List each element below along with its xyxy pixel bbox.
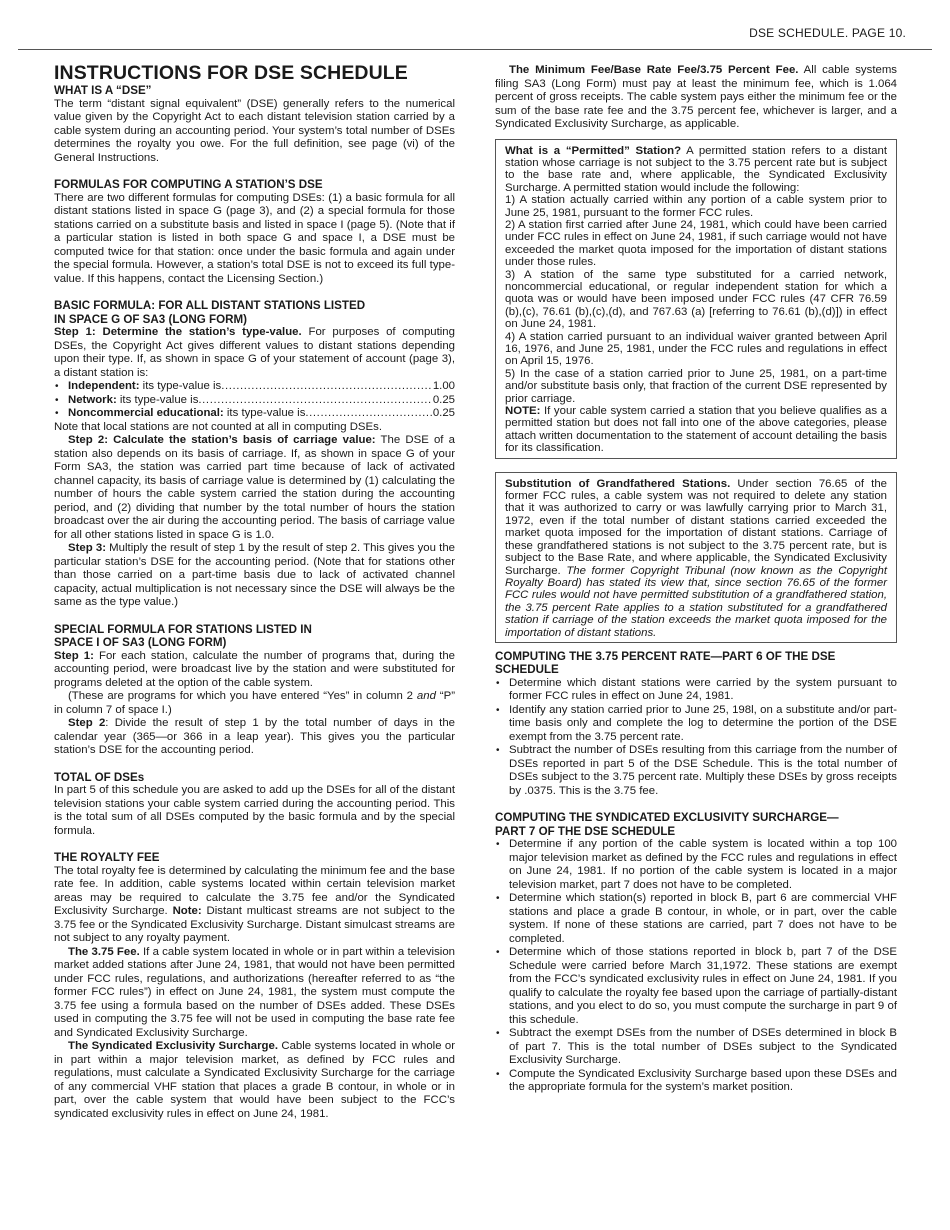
minimum-fee-label: The Minimum Fee/Base Rate Fee/3.75 Percent Fee. — [509, 64, 799, 76]
list-item: • Identify any station carried prior to June 25, 198l, on a substitute and/or part-time basis only and complete the log to determine the portion of the DSE exempt from the 3.75 percent rate. — [495, 704, 897, 745]
part7-heading-line2: PART 7 OF THE DSE SCHEDULE — [495, 824, 676, 838]
section-heading-formulas: FORMULAS FOR COMPUTING A STATION’S DSE — [54, 178, 323, 191]
synd-surcharge-paragraph — [54, 1040, 455, 1121]
list-item: • Subtract the number of DSEs resulting from this carriage from the number of DSEs reported in part 5 of the DSE Schedule. This is the total number of DSEs subject to the 3.75 percent rate. Multiply these DSEs by gross receipts by .0375. This is the 3.75 fee. — [495, 744, 897, 798]
special-step1-text: For each station, calculate the number of programs that, during the accounting period, were broadcast live by the station and were substituted for programs deleted at the option of the cable system. — [54, 649, 455, 689]
part6-heading-line1: COMPUTING THE 3.75 PERCENT RATE—PART 6 OF THE DSE — [495, 649, 836, 663]
minimum-fee-text: All cable systems filing SA3 (Long Form) must pay at least the minimum fee, which is 1.064 percent of gross receipts. The cable system pays either the minimum fee or the sum of the base rate fee and the 3.75 percent fee, whichever is larger, and a Syndicated Exclusivity Surcharge, as applicable. — [495, 64, 898, 130]
section-heading-part7 — [495, 811, 897, 838]
royalty-text-b: Distant multicast streams are not subject to the 3.75 fee or the Syndicated Exclusivity Surcharge. Distant simulcast streams are not subject to any royalty payment. — [54, 905, 455, 944]
fee-375-text: If a cable system located in whole or in part within a television market added stations after June 24, 1981, that would not have been permitted under FCC rules, regulations, and authorizations (hereafter referred to as “the former FCC rules”) in effect on June 24, 1981, the system must compute the 3.75 fee using a formula based on the number of DSEs added. These DSEs used in computing the 3.75 fee will not be used in computing the base rate fee and Syndicated Exclusivity Surcharge. — [54, 945, 455, 1039]
permitted-item: 3) A station of the same type substituted for a carried network, noncommercial educational, or regular independent station for which a quota was or would have been imposed under FCC rules (47 CFR 76.59 (b),(c), 76.61 (b),(c),(d), and 767.63 (a) [referring to 76.61 (b),(d)]) in effect on June 24, 1981. — [505, 268, 887, 331]
list-item: • Determine which of those stations reported in block b, part 7 of the DSE Schedule were carried before March 31,1972. These stations are exempt from the FCC’s syndicated exclusivity rules in effect on June 24, 1981. If you qualify to calculate the royalty fee based upon the carriage of partially-distant stations, and you elect to do so, you must compute the surcharge in part 9 of this schedule. — [495, 946, 897, 1027]
royalty-text — [54, 865, 455, 946]
permitted-note-label: NOTE: — [505, 405, 541, 418]
grandfathered-text — [505, 478, 887, 639]
basic-step2-label: Step 2: Calculate the station’s basis of carriage value: — [68, 434, 376, 446]
permitted-item: 1) A station actually carried within any portion of a cable system prior to June 25, 1981, pursuant to the former FCC rules. — [505, 194, 887, 219]
list-item: • Compute the Syndicated Exclusivity Surcharge based upon these DSEs and the appropriate formula for the system’s market position. — [495, 1068, 897, 1095]
section-heading-what-is-dse: WHAT IS A “DSE” — [54, 84, 152, 97]
type-value: 1.00 — [432, 380, 455, 392]
list-item: • Determine if any portion of the cable system is located within a top 100 major television market as defined by the FCC rules and regulations in effect on June 24, 1981. If no portion of the cable system is located in a major television market, part 7 does not have to be completed. — [495, 838, 897, 892]
permitted-item: 4) A station carried pursuant to an individual waiver granted between April 16, 1976, and June 25, 1981, under the FCC rules and regulations in effect on April 15, 1976. — [505, 330, 887, 368]
special-step2-label: Step 2 — [68, 717, 106, 729]
permitted-label: What is a “Permitted” Station? — [505, 144, 682, 157]
section-heading-special-formula — [54, 623, 455, 650]
basic-heading-line1: BASIC FORMULA: FOR ALL DISTANT STATIONS LISTED — [54, 299, 366, 312]
type-value: 0.25 — [432, 393, 455, 406]
basic-step1-label: Step 1: Determine the station’s type-value. — [54, 326, 302, 338]
synd-surcharge-text: Cable systems located in whole or in part within a major television market, as defined by FCC rules and regulations, must calculate a Syndicated Exclusivity Surcharge for the carriage of any commercial VHF station that places a grade B contour, in whole or in part, over the cable system that would have been subject to the FCC’s syndicated exclusivity rules in effect on June 24, 1981. — [54, 1040, 455, 1120]
special-step1 — [54, 650, 455, 691]
permitted-text: A permitted station refers to a distant station whose carriage is not subject to the 3.75 percent rate but is subject to the base rate and, where applicable, the Syndicated Exclusivity Surcharge. A permitted station would include the following: — [505, 144, 887, 194]
section-heading-royalty: THE ROYALTY FEE — [54, 851, 160, 864]
type-value-item — [54, 407, 455, 421]
type-desc: its type-value is — [223, 407, 306, 419]
special-step2-text: : Divide the result of step 1 by the total number of days in the calendar year (365—or 366 in a leap year). This gives you the particular station’s DSE for the accounting period. — [54, 717, 456, 756]
type-desc: its type-value is — [139, 380, 222, 392]
type-value-list — [54, 380, 455, 421]
permitted-item: 5) In the case of a station carried prior to June 25, 1981, on a part-time and/or substitute basis only, that fraction of the current DSE represented by prior carriage. — [505, 367, 887, 405]
part7-list — [495, 838, 897, 1095]
minimum-fee-paragraph — [495, 64, 897, 132]
what-is-dse-text: The term “distant signal equivalent” (DSE) generally refers to the numerical value given by the Copyright Act to each distant television station carried by a cable system during an accounting period. Your system’s total number of DSEs determines the royalty you owe. For the full definition, see page (vi) of the General Instructions. — [54, 97, 455, 164]
grandfathered-box — [495, 472, 897, 643]
type-label: Noncommercial educational: — [68, 407, 224, 419]
grandfathered-body: Under section 76.65 of the former FCC rules, a cable system was not required to delete any station that it was authorized to carry or was lawfully carrying prior to March 31, 1972, even if the total number of distant stations carried exceeded the market quota imposed for the importation of distant stations. Carriage of these grandfathered stations is not subject to the 3.75 percent rate, but is subject to the Base Rate, and where applicable, the Syndicated Exclusivity Surcharge. — [505, 477, 887, 577]
section-heading-part6 — [495, 650, 897, 677]
right-column — [495, 64, 897, 1095]
header-divider — [18, 49, 932, 50]
special-heading-line2: SPACE I OF SA3 (LONG FORM) — [54, 636, 227, 649]
part6-list — [495, 677, 897, 799]
basic-heading-line2: IN SPACE G OF SA3 (LONG FORM) — [54, 312, 248, 326]
permitted-note-text: If your cable system carried a station that you believe qualifies as a permitted station but does not fall into one of the above categories, please attach written documentation to the statement of account detailing the basis for its classification. — [505, 405, 887, 455]
paren-and: and — [416, 690, 436, 702]
basic-step2-text: The DSE of a station also depends on its basis of carriage. If, as shown in space G of your Form SA3, the station was carried part time because of lack of activated channel capacity, its basis of carriage value is determined by (1) calculating the number of hours the cable system carried the station during the accounting period, and (2) dividing that number by the total number of hours the station broadcast over the air during the accounting period. The basis of carriage value for all other stations listed in space G is 1.0. — [54, 434, 455, 541]
special-heading-line1: SPECIAL FORMULA FOR STATIONS LISTED IN — [54, 622, 312, 636]
section-heading-total: TOTAL OF DSEs — [54, 770, 145, 784]
special-step1-label: Step 1: — [54, 649, 94, 662]
fee-375-paragraph — [54, 946, 455, 1041]
permitted-station-box — [495, 139, 897, 459]
list-item: • Determine which distant stations were carried by the system pursuant to former FCC rules in effect on June 24, 1981. — [495, 677, 897, 704]
type-label: Independent: — [68, 380, 140, 392]
permitted-intro — [505, 145, 887, 195]
basic-step1-text: For purposes of computing DSEs, the Copyright Act gives different values to distant stations depending upon their type. If, as shown in space G of your statement of account (page 3), a distant station is: — [54, 326, 455, 379]
grandfathered-italic: The former Copyright Tribunal (now known as the Copyright Royalty Board) has stated its view that, since section 76.65 of the former FCC rules would not have permitted substitution of a grandfathered station, the 3.75 percent Rate applies to a station substituted for a grandfathered station if carriage of the station exceeds the market quota imposed for the importation of distant stations. — [505, 564, 887, 639]
type-label: Network: — [68, 393, 117, 406]
fee-375-label: The 3.75 Fee. — [68, 945, 140, 958]
page-header: DSE SCHEDULE. PAGE 10. — [749, 26, 906, 40]
section-heading-basic-formula — [54, 299, 455, 326]
royalty-text-a: The total royalty fee is determined by calculating the minimum fee and the base rate fee. In addition, cable systems located within certain television market areas may be required to calculate the 3.75 fee and/or the Syndicated Exclusivity Surcharge. — [54, 864, 455, 917]
type-value: 0.25 — [432, 407, 455, 419]
part6-heading-line2: SCHEDULE — [495, 663, 559, 677]
total-text: In part 5 of this schedule you are asked to add up the DSEs for all of the distant television stations your cable system carried during the accounting period. This is the total sum of all DSEs computed by the basic formula and by the special formula. — [54, 784, 455, 837]
basic-step3-label: Step 3: — [68, 542, 106, 554]
formulas-text: There are two different formulas for computing DSEs: (1) a basic formula for all distant stations listed in space G (page 3), and (2) a special formula for those stations carried on a substitute basis and listed in space I (page 5). (Note that if a particular station is listed in both space G and space I, a DSE must be computed twice for that station: once under the basic formula and again under the special formula. However, a station’s total DSE is not to exceed its full type-value. If this happens, contact the Licensing Section.) — [54, 191, 455, 285]
synd-surcharge-label: The Syndicated Exclusivity Surcharge. — [68, 1040, 279, 1052]
basic-step3-text: Multiply the result of step 1 by the result of step 2. This gives you the particular station’s DSE for the accounting period. (Note that for stations other than those carried on a part-time basis due to lack of activated channel capacity, actual multiplication is not necessary since the DSE will always be the same as the type value.) — [54, 542, 455, 608]
royalty-note-label: Note: — [172, 905, 202, 917]
left-column — [54, 64, 455, 1121]
local-stations-note: Note that local stations are not counted at all in computing DSEs. — [54, 420, 382, 433]
permitted-item: 2) A station first carried after June 24, 1981, which could have been carried under FCC rules in effect on June 24, 1981, if such carriage would not have exceeded the market quota imposed for the importation of distant stations under those rules. — [505, 218, 887, 269]
type-desc: its type-value is — [116, 393, 199, 406]
part7-heading-line1: COMPUTING THE SYNDICATED EXCLUSIVITY SURCHARGE— — [495, 811, 839, 825]
type-value-item — [54, 394, 455, 408]
basic-step2 — [54, 434, 455, 542]
list-item: • Subtract the exempt DSEs from the number of DSEs determined in block B of part 7. This is the total number of DSEs subject to the Syndicated Exclusivity Surcharge. — [495, 1027, 897, 1068]
special-step2 — [54, 717, 455, 758]
grandfathered-label: Substitution of Grandfathered Stations. — [505, 477, 731, 490]
type-value-item — [54, 380, 455, 394]
permitted-note — [505, 405, 887, 455]
special-parenthetical — [54, 690, 455, 717]
list-item: • Determine which station(s) reported in block B, part 6 are commercial VHF stations and place a grade B contour, in whole, or in part, over the cable system. If none of these stations are carried, part 7 does not have to be completed. — [495, 892, 897, 946]
basic-step3 — [54, 542, 455, 610]
paren-text-a: (These are programs for which you have entered “Yes” in column 2 — [68, 690, 417, 702]
paren-text-b: “P” in column 7 of space I.) — [54, 690, 455, 716]
page-title: INSTRUCTIONS FOR DSE SCHEDULE — [54, 62, 408, 84]
basic-step1 — [54, 326, 455, 380]
